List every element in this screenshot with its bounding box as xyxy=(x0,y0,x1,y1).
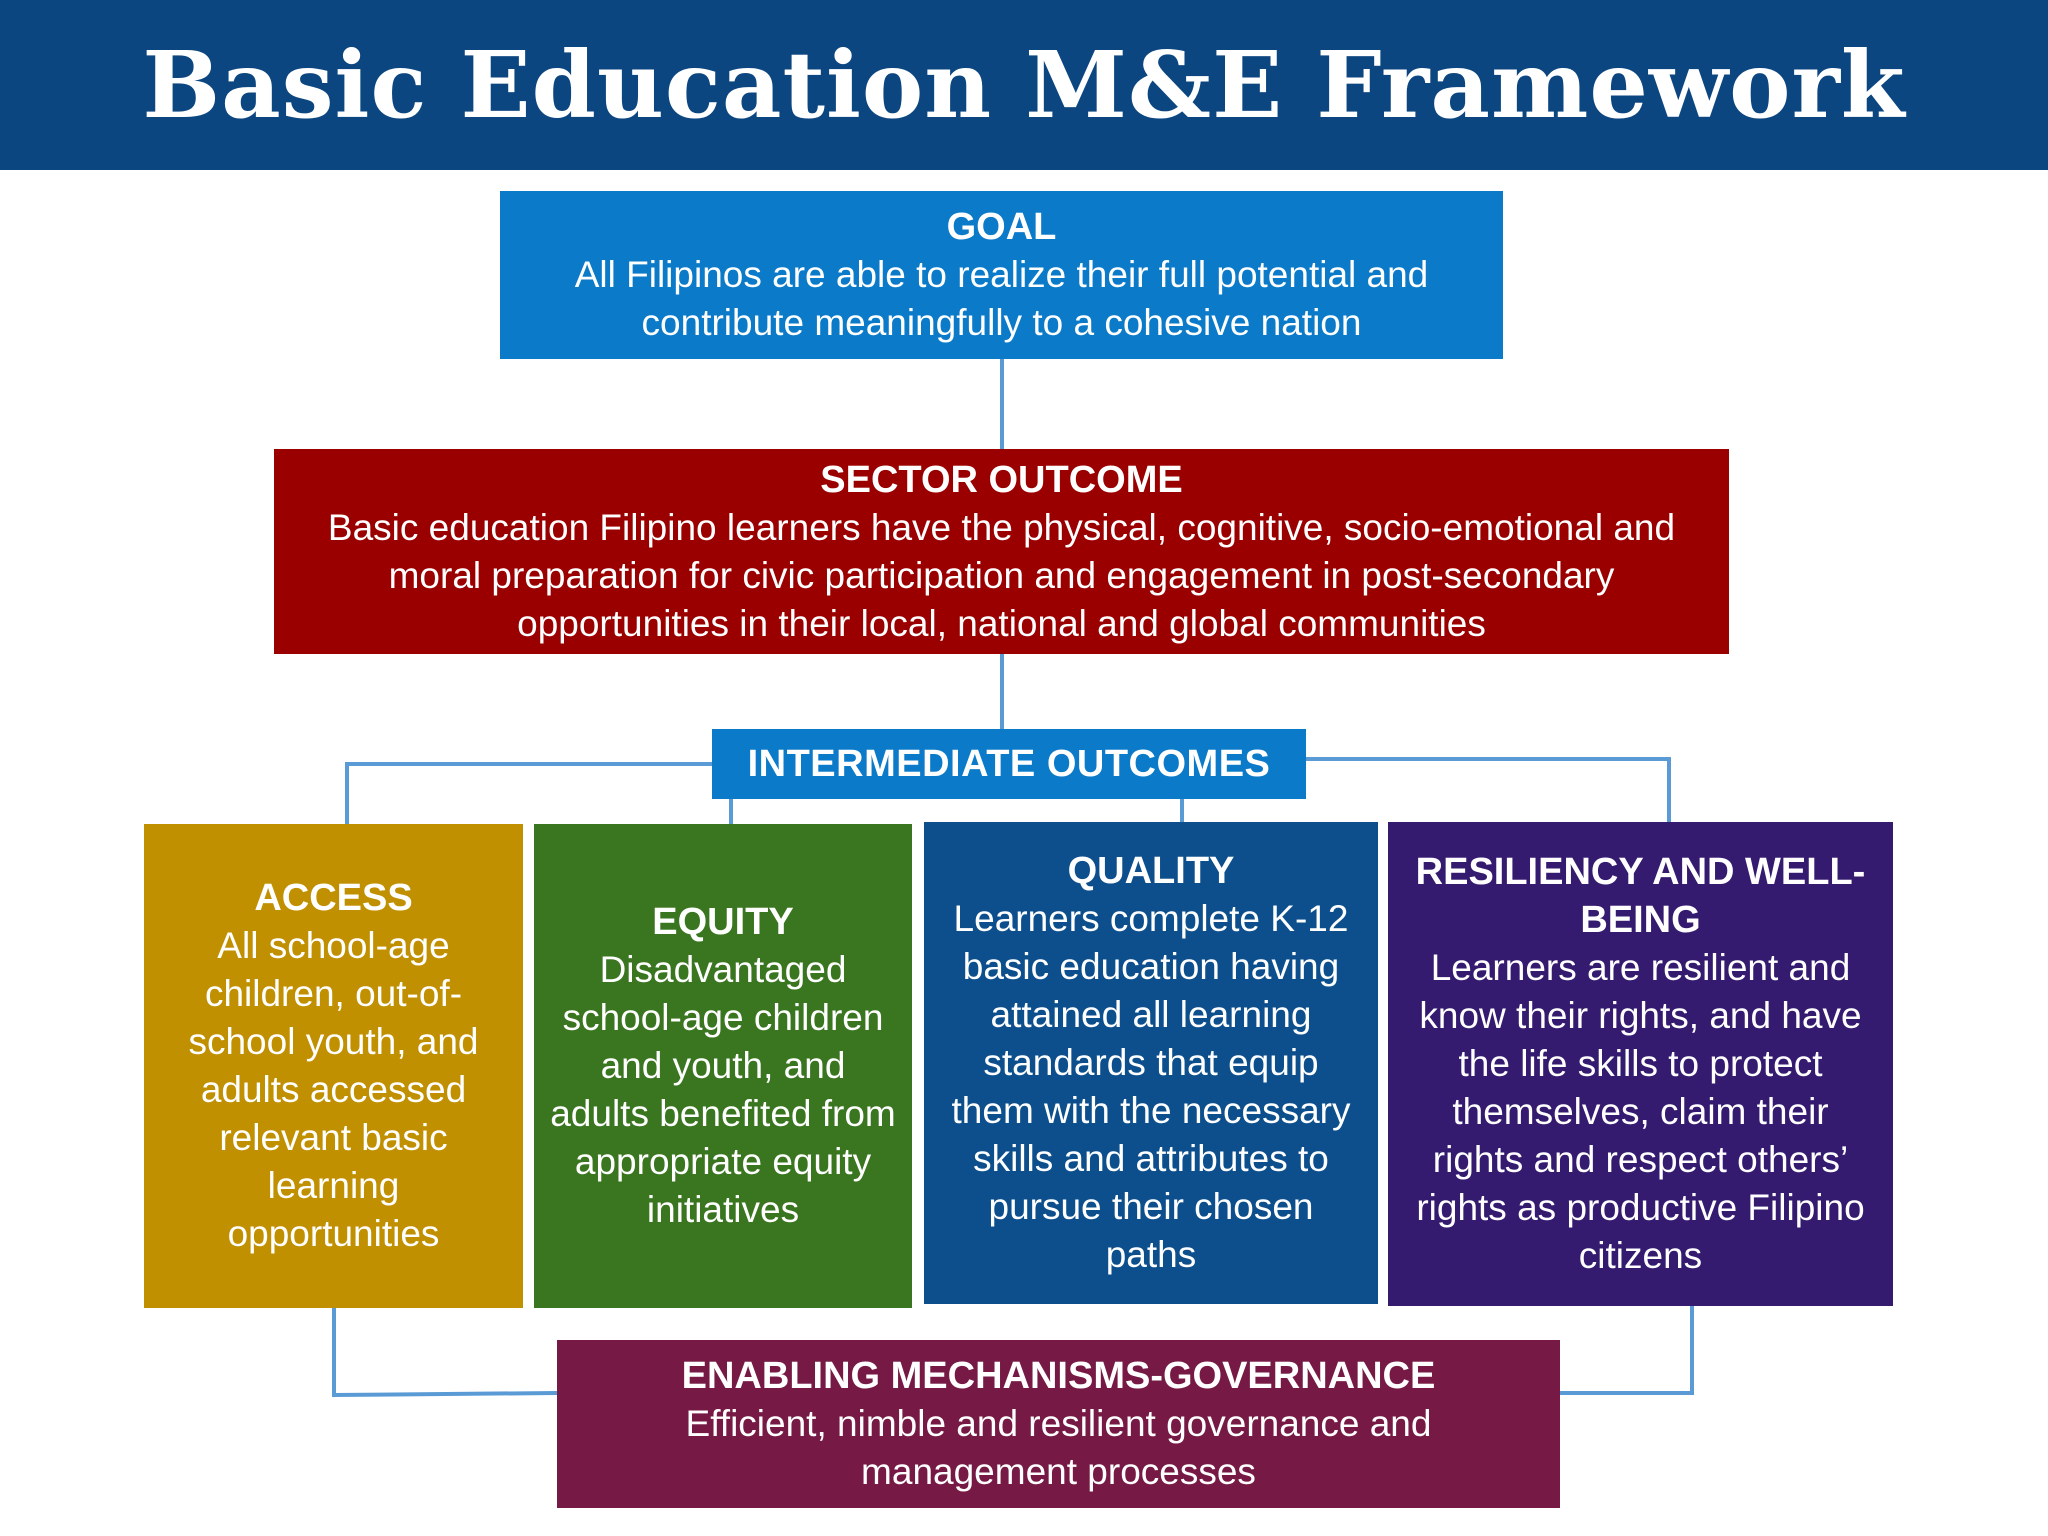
resiliency-box xyxy=(1388,822,1893,1306)
equity-heading: EQUITY xyxy=(652,901,794,943)
connector-intermediate-resiliency xyxy=(1306,759,1669,822)
enabling-mechanisms-text: Efficient, nimble and resilient governance and management processes xyxy=(685,1403,1432,1492)
goal-box xyxy=(500,191,1503,359)
sector-outcome-heading: SECTOR OUTCOME xyxy=(820,458,1183,501)
access-box xyxy=(144,824,523,1308)
equity-text: Disadvantaged school-age children and youth, and adults benefited from appropriate equity initiatives xyxy=(550,949,896,1230)
resiliency-heading: RESILIENCY AND WELL-BEING xyxy=(1415,851,1866,941)
connector-access-enabling xyxy=(334,1308,557,1395)
equity-box xyxy=(534,824,912,1308)
connector-resiliency-enabling xyxy=(1560,1306,1692,1393)
connector-intermediate-access xyxy=(347,764,712,824)
access-heading: ACCESS xyxy=(254,877,413,919)
page-title: Basic Education M&E Framework xyxy=(142,31,1906,139)
intermediate-outcomes-heading: INTERMEDIATE OUTCOMES xyxy=(747,743,1271,785)
quality-box xyxy=(924,822,1378,1304)
resiliency-text: Learners are resilient and know their rights, and have the life skills to protect themselves, claim their rights and respect others’ rights as productive Filipino citizens xyxy=(1416,947,1865,1276)
intermediate-outcomes-box xyxy=(712,729,1306,799)
enabling-mechanisms-heading: ENABLING MECHANISMS-GOVERNANCE xyxy=(681,1355,1436,1397)
quality-text: Learners complete K-12 basic education having attained all learning standards that equip them with the necessary skills and attributes to pursue their chosen paths xyxy=(951,898,1351,1275)
goal-heading: GOAL xyxy=(946,206,1057,248)
quality-heading: QUALITY xyxy=(1067,850,1235,892)
enabling-mechanisms-box xyxy=(557,1340,1560,1508)
goal-text: All Filipinos are able to realize their full potential and contribute meaningfully to a cohesive nation xyxy=(574,254,1429,343)
sector-outcome-box xyxy=(274,449,1729,654)
access-text: All school-age children, out-of-school youth, and adults accessed relevant basic learning opportunities xyxy=(188,925,479,1254)
sector-outcome-text: Basic education Filipino learners have the physical, cognitive, socio-emotional and moral preparation for civic participation and engagement in post-secondary opportunities in their local, national and global communities xyxy=(327,506,1676,644)
